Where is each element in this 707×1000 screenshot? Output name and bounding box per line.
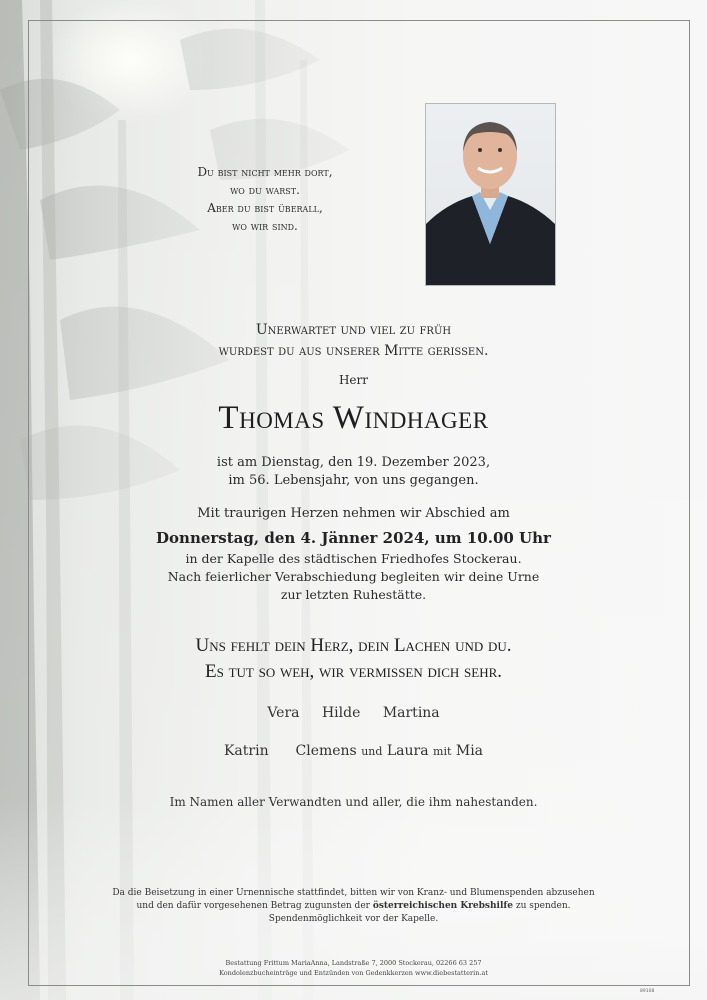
charity-name: österreichischen Krebshilfe [372,901,513,911]
donation-line: Da die Beisetzung in einer Urnennische stattfindet, bitten wir von Kranz- und Blumenspenden abzusehen [112,888,595,898]
footer-line: Kondolenzbucheinträge und Entzünden von Gedenkkerzen www.diebestatterin.at [219,969,488,977]
family-connector: mit [433,745,452,758]
intro-text [0,320,707,362]
donation-line: Spendenmöglichkeit vor der Kapelle. [268,914,439,924]
farewell-date: Donnerstag, den 4. Jänner 2024, um 10.00 Uhr [156,529,551,547]
poem [150,163,380,235]
farewell-line: in der Kapelle des städtischen Friedhofes Stockerau. [185,551,522,566]
farewell-details [0,550,707,604]
family-member: Mia [455,743,484,759]
death-notice [0,454,707,490]
quote-line: Es tut so weh, wir vermissen dich sehr. [204,661,503,682]
memorial-quote [0,633,707,685]
salutation: Herr [338,373,369,387]
poem-line: Du bist nicht mehr dort, [197,165,333,179]
family-row-1 [0,705,707,721]
family-member: Martina [382,705,440,721]
donation-text: und den dafür vorgesehenen Betrag zugunsten der [136,901,370,911]
intro-line: wurdest du aus unserer Mitte gerissen. [218,343,489,359]
farewell-line: Nach feierlicher Verabschiedung begleiten wir deine Urne [167,569,540,584]
footer-line: Bestattung Frittum MariaAnna, Landstraße 7, 2000 Stockerau, 02266 63 257 [225,959,482,967]
poem-line: wo du warst. [230,183,300,197]
family-member: Vera [267,705,300,721]
family-member: Laura [386,743,429,759]
death-line: ist am Dienstag, den 19. Dezember 2023, [216,455,491,470]
reference-code: 89108 [640,989,655,994]
closing-line: Im Namen aller Verwandten und aller, die ihm nahestanden. [169,795,538,809]
family-row-2 [0,743,707,759]
farewell-intro: Mit traurigen Herzen nehmen wir Abschied am [197,506,510,521]
poem-line: Aber du bist überall, [207,201,323,215]
donation-line [0,900,707,913]
donation-text: zu spenden. [515,901,571,911]
quote-line: Uns fehlt dein Herz, dein Lachen und du. [195,635,512,656]
farewell-line: zur letzten Ruhestätte. [280,587,427,602]
family-member: Clemens [295,743,357,759]
poem-line: wo wir sind. [232,219,298,233]
deceased-name: Thomas Windhager [218,400,489,436]
funeral-home-footer [0,958,707,978]
family-member: Katrin [223,743,269,759]
family-member: Hilde [321,705,361,721]
portrait-photo [425,103,556,286]
family-connector: und [361,745,383,758]
death-line: im 56. Lebensjahr, von uns gegangen. [228,473,479,488]
donation-note [0,887,707,926]
intro-line: Unerwartet und viel zu früh [255,322,452,338]
